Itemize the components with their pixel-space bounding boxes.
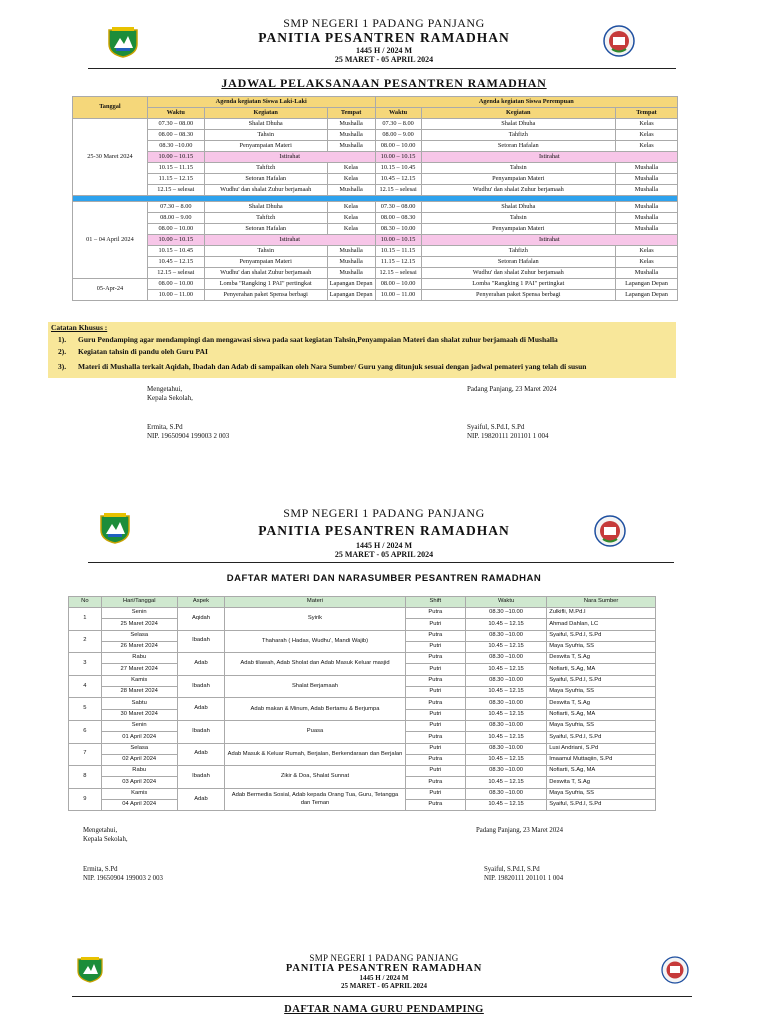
materi-time: 10.45 – 12.15 [465, 732, 546, 743]
event-dates-2: 25 MARET - 05 APRIL 2024 [334, 550, 434, 559]
notes-box [48, 322, 676, 378]
male-place: Kelas [327, 163, 375, 174]
materi-shift: Putra [405, 653, 465, 664]
female-place: Mushalla [616, 213, 678, 224]
female-time: 07.30 – 8.00 [375, 119, 421, 130]
female-break: Istirahat [421, 152, 677, 163]
sig-right-place: Padang Panjang, 23 Maret 2024 [467, 385, 557, 393]
materi-time: 10.45 – 12.15 [465, 619, 546, 630]
note-number-3: 3). [58, 362, 67, 371]
th-no: No [69, 597, 102, 608]
materi-day: Kamis [101, 788, 177, 799]
sig2-left-line1: Mengetahui, [83, 827, 118, 834]
materi-speaker: Ahmad Dahlan, LC [547, 619, 656, 630]
male-place: Kelas [327, 213, 375, 224]
sub-kegiatan-female: Kegiatan [421, 108, 615, 119]
materi-no: 5 [69, 698, 102, 721]
school-name-2: SMP NEGERI 1 PADANG PANJANG [283, 506, 485, 520]
male-activity: Shalat Dhuha [204, 119, 327, 130]
hijri-year-3: 1445 H / 2024 M [359, 974, 409, 982]
female-time: 08.30 – 10.00 [375, 224, 421, 235]
regional-emblem-icon [106, 26, 140, 58]
materi-date: 25 Maret 2024 [101, 619, 177, 630]
materi-table [68, 596, 656, 811]
materi-shift: Putri [405, 766, 465, 777]
materi-aspek: Ibadah [177, 675, 225, 698]
materi-no: 2 [69, 630, 102, 653]
female-place: Mushalla [616, 185, 678, 196]
materi-topic: Shalat Berjamaah [225, 675, 406, 698]
header-rule [88, 68, 676, 69]
th-waktu: Waktu [465, 597, 546, 608]
male-activity: Tahsin [204, 130, 327, 141]
materi-time: 10.45 – 12.15 [465, 709, 546, 720]
sig2-left-nip: NIP. 19650904 199003 2 003 [83, 874, 163, 882]
female-activity: Penyampaian Materi [421, 174, 615, 185]
male-activity: Setoran Hafalan [204, 174, 327, 185]
male-place: Mushalla [327, 130, 375, 141]
schedule-row [73, 290, 678, 301]
note-number-2: 2). [58, 347, 67, 356]
female-break: Istirahat [421, 235, 677, 246]
female-time: 11.15 – 12.15 [375, 257, 421, 268]
schedule-row [73, 119, 678, 130]
materi-date: 02 April 2024 [101, 754, 177, 765]
event-dates: 25 MARET - 05 APRIL 2024 [334, 55, 434, 64]
male-time: 10.15 – 11.15 [147, 163, 204, 174]
materi-speaker: Nofiarti, S.Ag, MA [547, 664, 656, 675]
materi-date: 01 April 2024 [101, 732, 177, 743]
materi-time: 08.30 –10.00 [465, 788, 546, 799]
female-activity: Wudhu' dan shalat Zuhur berjamaah [421, 185, 615, 196]
materi-no: 7 [69, 743, 102, 766]
male-time: 07.30 – 8.00 [147, 202, 204, 213]
materi-shift: Putri [405, 788, 465, 799]
male-activity: Wudhu' dan shalat Zuhur berjamaah [204, 185, 327, 196]
schedule-row [73, 268, 678, 279]
materi-time: 08.30 –10.00 [465, 608, 546, 619]
female-time: 08.00 – 9.00 [375, 130, 421, 141]
sub-tempat-female: Tempat [616, 108, 678, 119]
materi-row [69, 698, 656, 709]
materi-day: Rabu [101, 653, 177, 664]
note-text-3: Materi di Mushalla terkait Aqidah, Ibadah dan Adab di sampaikan oleh Nara Sumber/ Guru yang ditunjuk sesuai dengan jadwal pemateri yang telah di susun [78, 362, 587, 371]
schedule-row [73, 246, 678, 257]
materi-row [69, 788, 656, 799]
materi-topic: Puasa [225, 720, 406, 743]
regional-emblem-icon [76, 956, 104, 983]
th-shift: Shift [405, 597, 465, 608]
school-name-3: SMP NEGERI 1 PADANG PANJANG [309, 953, 459, 963]
materi-no: 1 [69, 608, 102, 631]
materi-speaker: Zulkifli, M.Pd.I [547, 608, 656, 619]
female-place: Lapangan Depan [616, 290, 678, 301]
materi-shift: Putra [405, 800, 465, 811]
materi-speaker: Deswita T, S.Ag [547, 653, 656, 664]
female-time: 07.30 – 08.00 [375, 202, 421, 213]
materi-speaker: Deswita T, S.Ag [547, 698, 656, 709]
school-emblem-icon [602, 24, 636, 58]
female-time: 10.15 – 11.15 [375, 246, 421, 257]
female-activity: Shalat Dhuha [421, 119, 615, 130]
materi-row [69, 675, 656, 686]
sig2-left-name: Ermita, S.Pd [83, 866, 118, 873]
materi-aspek: Aqidah [177, 608, 225, 631]
hijri-year-2: 1445 H / 2024 M [356, 541, 412, 550]
female-activity: Setoran Hafalan [421, 141, 615, 152]
male-activity: Penyerahan paket Spensa berbagi [204, 290, 327, 301]
materi-no: 8 [69, 766, 102, 789]
male-activity: Lomba "Rangking 1 PAI" pertingkat [204, 279, 327, 290]
note-text-2: Kegiatan tahsin di pandu oleh Guru PAI [78, 347, 208, 356]
materi-topic: Adab makan & Minum, Adab Bertamu & Berjumpa [225, 698, 406, 721]
schedule-date: 25-30 Maret 2024 [73, 119, 148, 196]
male-time: 12.15 – selesai [147, 268, 204, 279]
materi-time: 10.45 – 12.15 [465, 777, 546, 788]
materi-shift: Putra [405, 754, 465, 765]
sig-right-name-block [467, 423, 548, 441]
materi-time: 10.45 – 12.15 [465, 641, 546, 652]
male-time: 08.00 – 08.30 [147, 130, 204, 141]
materi-speaker: Lusi Andriani, S.Pd [547, 743, 656, 754]
materi-shift: Putri [405, 619, 465, 630]
female-activity: Tahfizh [421, 130, 615, 141]
female-time: 08.00 – 10.00 [375, 141, 421, 152]
female-time: 12.15 – selesai [375, 268, 421, 279]
male-place: Lapangan Depan [327, 290, 375, 301]
materi-day: Sabtu [101, 698, 177, 709]
materi-row [69, 630, 656, 641]
female-place: Kelas [616, 119, 678, 130]
materi-shift: Putra [405, 732, 465, 743]
male-time: 10.15 – 10.45 [147, 246, 204, 257]
materi-row [69, 720, 656, 731]
sub-waktu-female: Waktu [375, 108, 421, 119]
materi-topic: Zikir & Doa, Shalat Sunnat [225, 766, 406, 789]
male-time: 07.30 – 08.00 [147, 119, 204, 130]
materi-speaker: Maya Syufria, SS [547, 720, 656, 731]
school-emblem-icon [593, 514, 627, 548]
materi-day: Senin [101, 608, 177, 619]
materi-topic: Adab Masuk & Keluar Rumah, Berjalan, Berkendaraan dan Berjalan [225, 743, 406, 766]
materi-no: 3 [69, 653, 102, 676]
materi-speaker: Syaiful, S.Pd.I, S.Pd [547, 800, 656, 811]
materi-aspek: Adab [177, 653, 225, 676]
male-time: 08.00 – 10.00 [147, 224, 204, 235]
male-place: Mushalla [327, 246, 375, 257]
notes-heading: Catatan Khusus : [51, 323, 108, 332]
materi-topic: Syirik [225, 608, 406, 631]
materi-row [69, 608, 656, 619]
female-place: Mushalla [616, 163, 678, 174]
female-activity: Tahsin [421, 163, 615, 174]
materi-date: 28 Maret 2024 [101, 687, 177, 698]
male-time: 10.00 – 11.00 [147, 290, 204, 301]
schedule-date: 05-Apr-24 [73, 279, 148, 301]
schedule-table [72, 96, 678, 301]
materi-time: 10.45 – 12.15 [465, 664, 546, 675]
female-activity: Wudhu' dan shalat Zuhur berjamaah [421, 268, 615, 279]
female-place: Mushalla [616, 202, 678, 213]
th-aspek: Aspek [177, 597, 225, 608]
male-place: Mushalla [327, 268, 375, 279]
materi-time: 08.30 –10.00 [465, 630, 546, 641]
materi-shift: Putri [405, 687, 465, 698]
materi-speaker: Maya Syufria, SS [547, 687, 656, 698]
committee-name-3: PANITIA PESANTREN RAMADHAN [285, 963, 483, 974]
materi-topic: Thaharah ( Hadas, Wudhu', Mandi Wajib) [225, 630, 406, 653]
materi-no: 9 [69, 788, 102, 811]
sig-left-nip: NIP. 19650904 199003 2 003 [147, 432, 230, 441]
event-dates-3: 25 MARET - 05 APRIL 2024 [340, 982, 428, 990]
col-tanggal: Tanggal [73, 97, 148, 119]
materi-day: Selasa [101, 630, 177, 641]
materi-time: 10.45 – 12.15 [465, 754, 546, 765]
male-place: Mushalla [327, 141, 375, 152]
materi-shift: Putra [405, 698, 465, 709]
schedule-title: JADWAL PELAKSANAAN PESANTREN RAMADHAN [221, 76, 547, 90]
male-time: 08.30 –10.00 [147, 141, 204, 152]
school-name: SMP NEGERI 1 PADANG PANJANG [283, 16, 485, 30]
schedule-row [73, 235, 678, 246]
male-activity: Tahsin [204, 246, 327, 257]
female-activity: Lomba "Rangking 1 PAI" pertingkat [421, 279, 615, 290]
schedule-row [73, 257, 678, 268]
schedule-row [73, 279, 678, 290]
male-place: Kelas [327, 174, 375, 185]
male-time: 08.00 – 9.00 [147, 213, 204, 224]
materi-no: 4 [69, 675, 102, 698]
male-place: Mushalla [327, 119, 375, 130]
materi-row [69, 743, 656, 754]
female-activity: Shalat Dhuha [421, 202, 615, 213]
group-male: Agenda kegiatan Siswa Laki-Laki [147, 97, 375, 108]
materi-date: 27 Maret 2024 [101, 664, 177, 675]
sig2-right-place: Padang Panjang, 23 Maret 2024 [476, 827, 564, 834]
female-time: 12.15 – selesai [375, 185, 421, 196]
male-break: Istirahat [204, 235, 375, 246]
materi-speaker: Syaiful, S.Pd.I, S.Pd [547, 732, 656, 743]
materi-date: 26 Maret 2024 [101, 641, 177, 652]
female-place: Mushalla [616, 224, 678, 235]
female-activity: Penyampaian Materi [421, 224, 615, 235]
female-activity: Tahfizh [421, 246, 615, 257]
sig-left-line2: Kepala Sekolah, [147, 394, 193, 403]
sub-kegiatan-male: Kegiatan [204, 108, 327, 119]
male-place: Mushalla [327, 257, 375, 268]
male-activity: Tahfizh [204, 163, 327, 174]
materi-date: 04 April 2024 [101, 800, 177, 811]
female-time: 10.15 – 10.45 [375, 163, 421, 174]
sig-left-name-block [147, 423, 229, 441]
materi-speaker: Imaamul Muttaqiin, S.Pd [547, 754, 656, 765]
materi-aspek: Ibadah [177, 630, 225, 653]
male-time: 12.15 – selesai [147, 185, 204, 196]
sig2-right-name: Syaiful, S.Pd.I, S.Pd [484, 866, 540, 873]
sig-right-name: Syaiful, S.Pd.I, S.Pd [467, 423, 525, 431]
materi-row [69, 766, 656, 777]
female-time: 10.00 – 11.00 [375, 290, 421, 301]
sub-waktu-male: Waktu [147, 108, 204, 119]
sig2-left-line2: Kepala Sekolah, [83, 835, 128, 843]
header-rule-2 [88, 562, 674, 563]
regional-emblem-icon [98, 512, 132, 544]
schedule-date: 01 – 04 April 2024 [73, 202, 148, 279]
materi-shift: Putri [405, 709, 465, 720]
sig2-right-name-block [484, 866, 563, 884]
sub-tempat-male: Tempat [327, 108, 375, 119]
male-time: 08.00 – 10.00 [147, 279, 204, 290]
materi-aspek: Ibadah [177, 720, 225, 743]
note-number-1: 1). [58, 335, 67, 344]
materi-row [69, 653, 656, 664]
materi-topic: Adab tilawah, Adab Sholat dan Adab Masuk Keluar masjid [225, 653, 406, 676]
th-materi: Materi [225, 597, 406, 608]
male-place: Kelas [327, 202, 375, 213]
male-activity: Tahfizh [204, 213, 327, 224]
schedule-row [73, 185, 678, 196]
page3-header [0, 953, 768, 990]
male-place: Lapangan Depan [327, 279, 375, 290]
materi-speaker: Syaiful, S.Pd.I, S.Pd [547, 630, 656, 641]
materi-time: 08.30 –10.00 [465, 720, 546, 731]
female-place: Kelas [616, 130, 678, 141]
materi-date: 03 April 2024 [101, 777, 177, 788]
materi-shift: Putri [405, 641, 465, 652]
materi-shift: Putra [405, 608, 465, 619]
materi-time: 08.30 –10.00 [465, 653, 546, 664]
materi-time: 10.45 – 12.15 [465, 800, 546, 811]
sig-left-block [147, 385, 193, 403]
committee-name-2: PANITIA PESANTREN RAMADHAN [258, 523, 510, 538]
materi-speaker: Nofiarti, S.Ag, MA [547, 709, 656, 720]
materi-time: 08.30 –10.00 [465, 766, 546, 777]
female-activity: Penyerahan paket Spensa berbagi [421, 290, 615, 301]
materi-shift: Putri [405, 720, 465, 731]
materi-shift: Putra [405, 675, 465, 686]
male-activity: Penyampaian Materi [204, 141, 327, 152]
male-activity: Setoran Hafalan [204, 224, 327, 235]
female-place: Lapangan Depan [616, 279, 678, 290]
schedule-row [73, 202, 678, 213]
materi-day: Kamis [101, 675, 177, 686]
materi-speaker: Nofiarti, S.Ag, MA [547, 766, 656, 777]
sig2-right-nip: NIP. 19820111 201101 1 004 [484, 874, 564, 882]
group-female: Agenda kegiatan Siswa Perempuan [375, 97, 677, 108]
materi-speaker: Deswita T, S.Ag [547, 777, 656, 788]
header-rule-3 [72, 996, 692, 997]
materi-speaker: Maya Syufria, SS [547, 788, 656, 799]
male-place: Kelas [327, 224, 375, 235]
materi-day: Senin [101, 720, 177, 731]
female-place: Kelas [616, 257, 678, 268]
materi-shift: Putra [405, 630, 465, 641]
materi-title: DAFTAR MATERI DAN NARASUMBER PESANTREN RAMADHAN [226, 573, 542, 584]
materi-shift: Putra [405, 777, 465, 788]
female-time: 10.00 – 10.15 [375, 235, 421, 246]
schedule-row [73, 163, 678, 174]
female-place: Mushalla [616, 174, 678, 185]
note-text-1: Guru Pendamping agar mendampingi dan mengawasi siswa pada saat kegiatan Tahsin,Penyampaian Materi dan shalat zuhur berjamaah di Mushalla [78, 335, 558, 344]
male-activity: Penyampaian Materi [204, 257, 327, 268]
schedule-row [73, 141, 678, 152]
hijri-year: 1445 H / 2024 M [356, 46, 412, 55]
female-activity: Tahsin [421, 213, 615, 224]
committee-name: PANITIA PESANTREN RAMADHAN [258, 30, 510, 45]
materi-aspek: Adab [177, 788, 225, 811]
sig-left-line1: Mengetahui, [147, 385, 183, 393]
materi-day: Rabu [101, 766, 177, 777]
th-nara-sumber: Nara Sumber [547, 597, 656, 608]
female-place: Kelas [616, 246, 678, 257]
schedule-row [73, 174, 678, 185]
materi-topic: Adab Bermedia Sosial, Adab kepada Orang Tua, Guru, Tetangga dan Teman [225, 788, 406, 811]
materi-time: 10.45 – 12.15 [465, 687, 546, 698]
male-break: Istirahat [204, 152, 375, 163]
male-time: 10.00 – 10.15 [147, 235, 204, 246]
schedule-row [73, 152, 678, 163]
materi-time: 08.30 –10.00 [465, 743, 546, 754]
materi-shift: Putri [405, 743, 465, 754]
female-time: 08.00 – 10.00 [375, 279, 421, 290]
female-activity: Setoran Hafalan [421, 257, 615, 268]
materi-date: 30 Maret 2024 [101, 709, 177, 720]
th-hari-tanggal: Hari/Tanggal [101, 597, 177, 608]
materi-aspek: Adab [177, 698, 225, 721]
materi-time: 08.30 –10.00 [465, 675, 546, 686]
materi-speaker: Maya Syufria, SS [547, 641, 656, 652]
materi-speaker: Syaiful, S.Pd.I, S.Pd [547, 675, 656, 686]
female-time: 08.00 – 08.30 [375, 213, 421, 224]
male-time: 10.45 – 12.15 [147, 257, 204, 268]
sig2-left-name-block [83, 866, 163, 884]
male-activity: Shalat Dhuha [204, 202, 327, 213]
guru-title: DAFTAR NAMA GURU PENDAMPING [284, 1004, 484, 1015]
school-emblem-icon [660, 955, 690, 985]
materi-day: Selasa [101, 743, 177, 754]
male-activity: Wudhu' dan shalat Zuhur berjamaah [204, 268, 327, 279]
sig-left-name: Ermita, S.Pd [147, 423, 183, 431]
sig2-left-block [83, 827, 128, 845]
schedule-row [73, 224, 678, 235]
female-place: Kelas [616, 141, 678, 152]
male-place: Mushalla [327, 185, 375, 196]
schedule-row [73, 213, 678, 224]
female-time: 10.45 – 12.15 [375, 174, 421, 185]
female-time: 10.00 – 10.15 [375, 152, 421, 163]
male-time: 11.15 – 12.15 [147, 174, 204, 185]
materi-time: 08.30 –10.00 [465, 698, 546, 709]
female-place: Mushalla [616, 268, 678, 279]
schedule-row [73, 130, 678, 141]
male-time: 10.00 – 10.15 [147, 152, 204, 163]
materi-aspek: Ibadah [177, 766, 225, 789]
materi-shift: Putri [405, 664, 465, 675]
sig-right-nip: NIP. 19820111 201101 1 004 [467, 432, 549, 441]
materi-no: 6 [69, 720, 102, 743]
materi-aspek: Adab [177, 743, 225, 766]
